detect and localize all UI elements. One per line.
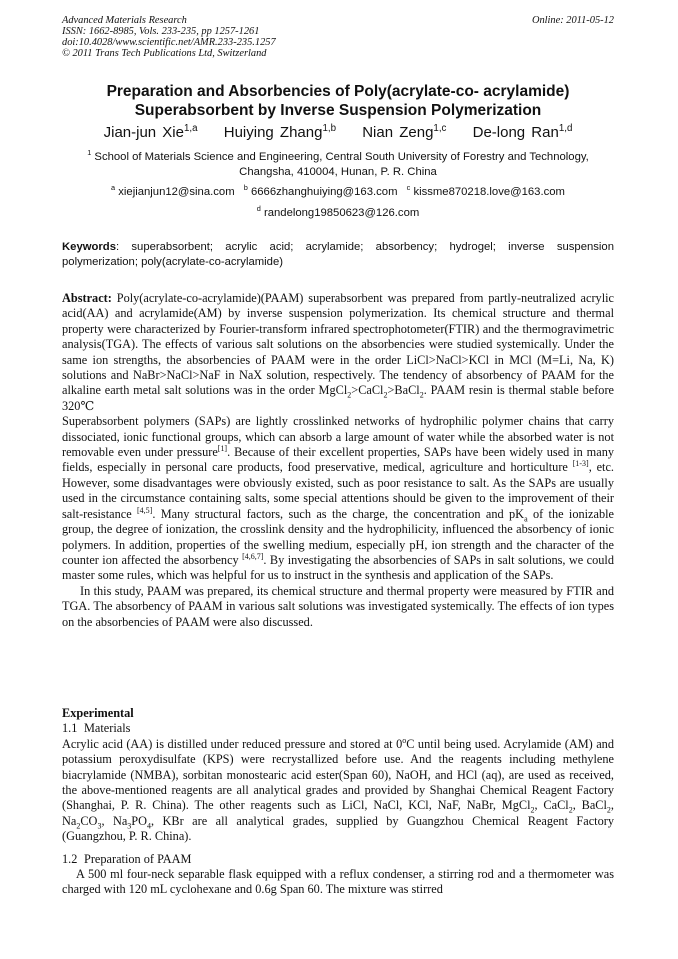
keywords-text: : superabsorbent; acrylic acid; acrylamide; absorbency; hydrogel; inverse suspension polymerization; poly(acrylate-co-acrylamide) xyxy=(62,241,614,268)
affiliation: $^1$ School of Materials Science and Engineering, Central South University of Forestry and Technology, Changsha, 410004, Hunan, P. R. China xyxy=(87,148,589,178)
intro-paragraph-2: In this study, PAAM was prepared, its chemical structure and thermal property were measured by FTIR and TGA. The absorbency of PAAM in various salt solutions was investigated systemically. The effects of ion types on the absorbencies of PAAM were also discussed. xyxy=(62,583,614,629)
email-list-2 xyxy=(62,206,614,221)
subsection-heading: 1.2 Preparation of PAAM xyxy=(62,851,192,866)
preparation-paragraph: A 500 ml four-neck separable flask equipped with a reflux condenser, a stirring rod and a thermometer was charged with 120 mL cyclohexane and 0.6g Span 60. The mixture was stirred xyxy=(62,867,614,897)
author-list xyxy=(62,124,614,142)
main-text xyxy=(62,291,614,630)
copyright-line: © 2011 Trans Tech Publications Ltd, Switzerland xyxy=(62,48,267,59)
online-date: Online: 2011-05-12 xyxy=(531,15,614,26)
intro-paragraph: Superabsorbent polymers (SAPs) are lightly crosslinked networks of hydrophilic polymer chains that carry dissociated, ionic functional groups, which can absorb a large amount of water while the absorbed water is not removable even under pressure[1]. Because of their excellent properties, SAPs have been widely used in many fields, especially in personal care products, food preservative, medical, agriculture and horticulture [1-3], etc. However, some disadvantages were obviously existed, such as poor resistance to salt. As the SAPs are usually used in the circumstance containing salts, some special attentions should be given to the improvement of their salt-resistance [4,5]. Many structural factors, such as the charge, the concentration and $pK_a$ of the ionizable group, the degree of ionization, the crosslink density and the hydrophilicity, influenced the absorbency of ionic polymers. In addition, properties of the swelling medium, especially pH, ion strength and the character of the counter ion affected the absorbency [4,6,7]. By investigating the absorbencies of SAPs in salt solutions, we could master some rules, which was helpful for us to instruct in the synthesis and application of the SAPs. xyxy=(62,414,614,583)
experimental-section xyxy=(62,706,614,898)
citation[interactable]: [4,6,7] xyxy=(242,551,264,561)
email-link[interactable]: $^d$ randelong19850623@126.com xyxy=(256,204,420,219)
citation[interactable]: [4,5] xyxy=(137,505,153,515)
issn-line: ISSN: 1662-8985, Vols. 233-235, pp 1257-1261 xyxy=(62,26,260,37)
abstract-paragraph: Abstract: Poly(acrylate-co-acrylamide)(PAAM) superabsorbent was prepared from partly-neutralized acrylic acid(AA) and acrylamide(AM) by inverse suspension polymerization. Its chemical structure and thermal property were characterized by Fourier-transform infrared spectrophotometer(FTIR) and the thermogravimetric analysis(TGA). The effects of various salt solutions on the absorbencies were studied systemically. Under the same ion strengths, the absorbencies of PAAM were in the order LiCl>NaCl>KCl in MCl (M=Li, Na, K) solutions and NaBr>NaCl>NaF in NaX solution, respectively. The tendency of absorbency of PAAM for the alkaline earth metal salt solutions was in the order MgCl$_2$>CaCl$_2$>BaCl$_2$. PAAM resin is thermal stable before 320℃ xyxy=(62,291,615,413)
author: De-long Ran$^{1,d}$ xyxy=(472,123,573,141)
section-heading: Experimental xyxy=(62,706,134,720)
subsection-heading: 1.1 Materials xyxy=(62,721,131,736)
paper-title xyxy=(62,82,614,120)
author: Jian-jun Xie$^{1,a}$ xyxy=(103,123,198,141)
title-line-1: Preparation and Absorbencies of Poly(acrylate-co- acrylamide) xyxy=(106,83,570,100)
email-list xyxy=(62,185,614,200)
doi-line[interactable]: doi:10.4028/www.scientific.net/AMR.233-235.1257 xyxy=(62,37,276,48)
materials-paragraph: Acrylic acid (AA) is distilled under reduced pressure and stored at 0$^o$C until being used. Acrylamide (AM) and potassium peroxydisulfate (KPS) were recrystallized before use. And the reagents including methylene biacrylamide (NMBA), sorbitan monostearic acid ester(Span 60), NaOH, and HCl (aq), are used as received, the above-mentioned reagents are all analytical grades and provided by Shanghai Chemical Reagent Factory (Shanghai, P. R. China). The other reagents such as LiCl, NaCl, KCl, NaF, NaBr, MgCl$_2$, CaCl$_2$, BaCl$_2$, $Na_2CO_3$, $Na_3PO_4$, KBr are all analytical grades, supplied by Guangzhou Chemical Reagent Factory (Guangzhou, P. R. China). xyxy=(62,735,614,844)
email-link[interactable]: $^b$ 6666zhanghuiying@163.com xyxy=(243,183,398,198)
citation[interactable]: [1] xyxy=(217,443,228,453)
keywords xyxy=(62,240,614,270)
citation[interactable]: [1-3] xyxy=(572,459,589,469)
author: Huiying Zhang$^{1,b}$ xyxy=(223,123,337,141)
journal-name: Advanced Materials Research xyxy=(62,15,187,26)
title-line-2: Superabsorbent by Inverse Suspension Polymerization xyxy=(134,102,542,119)
journal-header xyxy=(62,15,614,59)
author: Nian Zeng$^{1,c}$ xyxy=(362,123,447,141)
keywords-label: Keywords xyxy=(62,241,116,253)
email-link[interactable]: $^a$ xiejianjun12@sina.com xyxy=(111,183,235,198)
email-link[interactable]: $^c$ kissme870218.love@163.com xyxy=(406,183,565,198)
